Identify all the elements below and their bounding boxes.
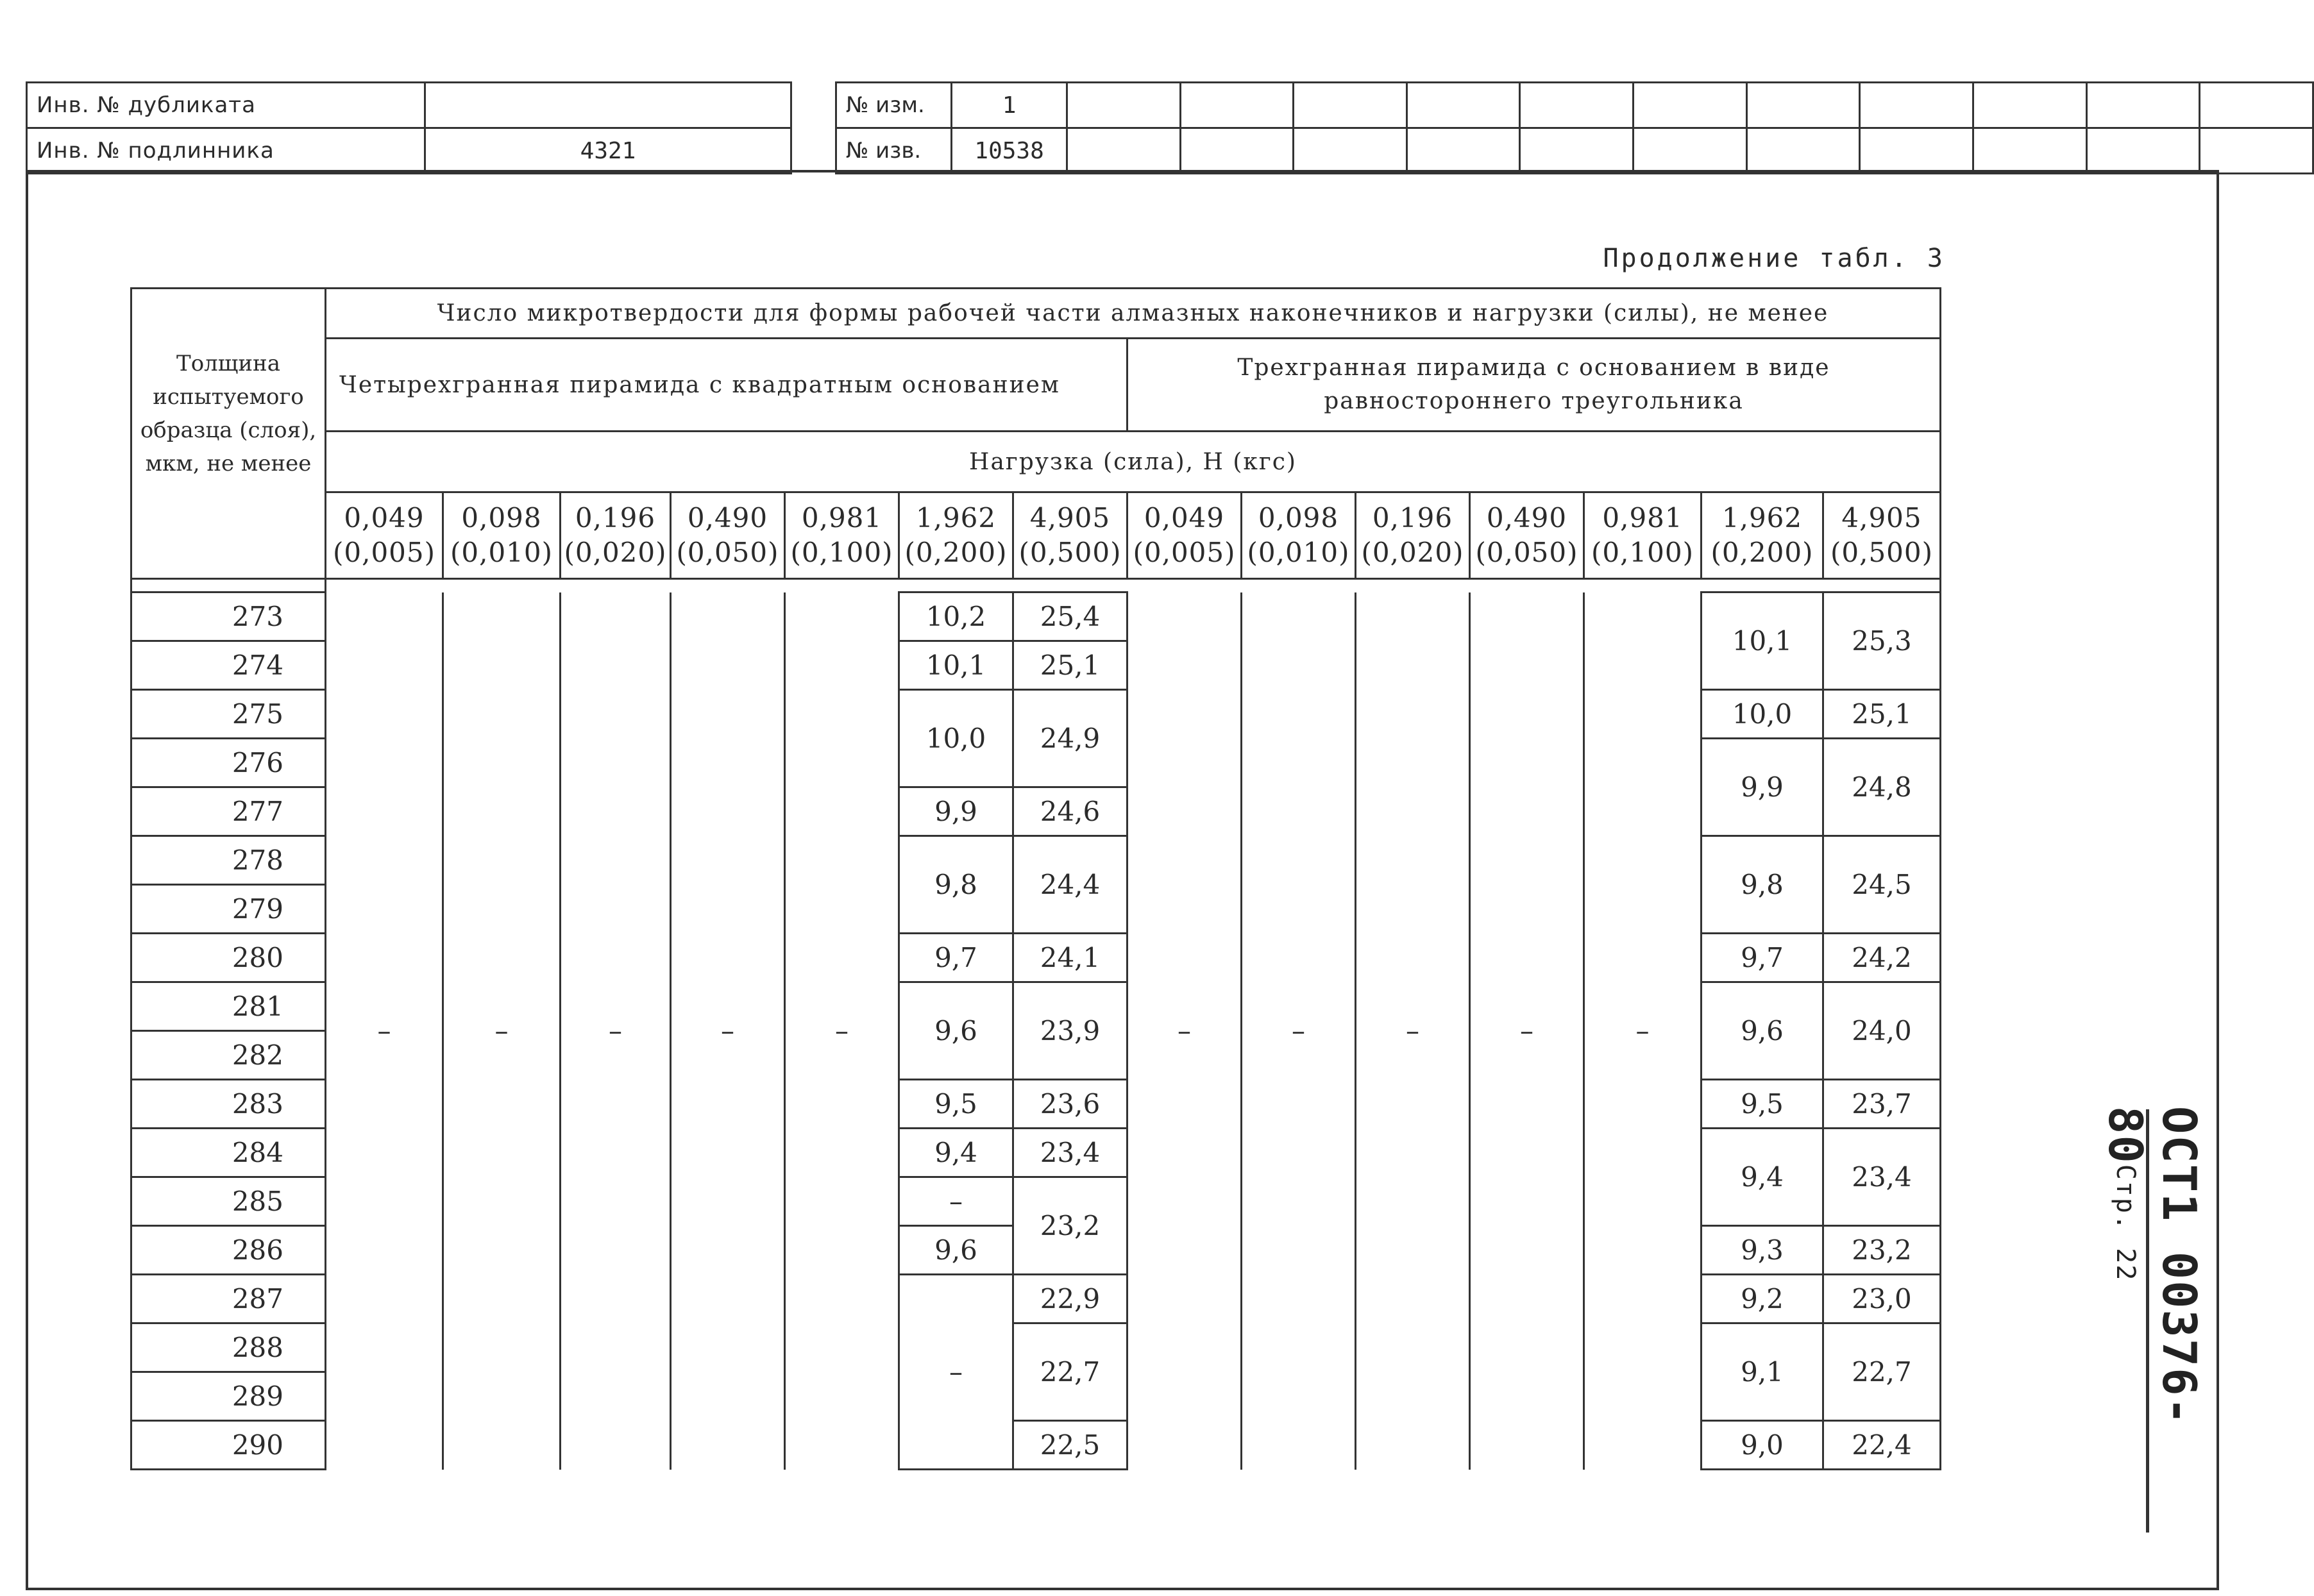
value-cell: 25,1 (1823, 690, 1941, 739)
load-kgf: (0,500) (1830, 537, 1933, 568)
value-cell: 23,9 (1013, 982, 1127, 1080)
load-newton: 0,490 (687, 502, 768, 533)
load-cell (899, 492, 1013, 579)
load-row (131, 492, 1941, 579)
dash-cell: – (561, 592, 671, 1470)
value-cell: 9,4 (899, 1129, 1013, 1177)
dash-cell: – (443, 592, 561, 1470)
value-cell: 10,2 (899, 592, 1013, 641)
value-cell: 22,9 (1013, 1275, 1127, 1323)
value-cell: 10,0 (899, 690, 1013, 787)
load-newton: 0,049 (344, 502, 425, 533)
dash-cell: – (1584, 592, 1702, 1470)
load-newton: 4,905 (1029, 502, 1111, 533)
stamp-value: 10538 (952, 128, 1067, 174)
value-cell: 25,1 (1013, 641, 1127, 690)
value-cell: – (899, 1275, 1013, 1470)
thickness-cell: 281 (131, 982, 326, 1031)
thickness-cell: 285 (131, 1177, 326, 1226)
table-caption: Продолжение табл. 3 (1603, 244, 1945, 273)
thickness-cell: 286 (131, 1226, 326, 1275)
load-header: Нагрузка (сила), Н (кгс) (326, 432, 1941, 492)
value-cell: 9,8 (1702, 836, 1823, 934)
load-kgf: (0,020) (564, 537, 667, 568)
value-cell: 9,7 (1702, 934, 1823, 982)
value-cell: 24,9 (1013, 690, 1127, 787)
load-kgf: (0,010) (450, 537, 553, 568)
load-newton: 1,962 (915, 502, 997, 533)
value-cell: 23,6 (1013, 1080, 1127, 1129)
thickness-cell: 277 (131, 787, 326, 836)
load-kgf: (0,200) (904, 537, 1008, 568)
load-newton: 0,098 (461, 502, 542, 533)
stamp-label: Инв. № подлинника (27, 128, 425, 174)
value-cell: 9,8 (899, 836, 1013, 934)
thickness-header: Толщина испытуемого образца (слоя), мкм, не менее (131, 289, 326, 579)
value-cell: 9,1 (1702, 1323, 1823, 1421)
thickness-cell: 290 (131, 1421, 326, 1470)
value-cell: 9,2 (1702, 1275, 1823, 1323)
value-cell: 23,2 (1823, 1226, 1941, 1275)
thickness-cell: 289 (131, 1372, 326, 1421)
value-cell: 24,6 (1013, 787, 1127, 836)
dash-cell: – (785, 592, 899, 1470)
stamp-label: Инв. № дубликата (27, 83, 425, 128)
group2-header: Трехгранная пирамида с основанием в виде равностороннего треугольника (1127, 339, 1941, 432)
load-newton: 0,981 (1602, 502, 1683, 533)
thickness-cell: 283 (131, 1080, 326, 1129)
value-cell: 23,4 (1013, 1129, 1127, 1177)
load-cell (1823, 492, 1941, 579)
thickness-cell: 282 (131, 1031, 326, 1080)
load-cell (1702, 492, 1823, 579)
value-cell: 22,5 (1013, 1421, 1127, 1470)
stamp-value: 1 (952, 83, 1067, 128)
value-cell: 9,4 (1702, 1129, 1823, 1226)
stamp-right (835, 81, 2314, 174)
thickness-cell: 273 (131, 592, 326, 641)
value-cell: 24,1 (1013, 934, 1127, 982)
value-cell: 22,7 (1823, 1323, 1941, 1421)
value-cell: 23,2 (1013, 1177, 1127, 1275)
thickness-cell: 287 (131, 1275, 326, 1323)
load-cell (561, 492, 671, 579)
load-cell (326, 492, 443, 579)
load-cell (1584, 492, 1702, 579)
value-cell: 9,0 (1702, 1421, 1823, 1470)
load-cell (1127, 492, 1242, 579)
load-kgf: (0,050) (676, 537, 779, 568)
group1-header: Четырехгранная пирамида с квадратным основанием (326, 339, 1127, 432)
load-newton: 0,490 (1486, 502, 1567, 533)
page-number: Стр. 22 (2111, 1164, 2140, 1282)
stamp-label: № изв. (836, 128, 952, 174)
stamp-label: № изм. (836, 83, 952, 128)
dash-cell: – (1127, 592, 1242, 1470)
value-cell: 23,4 (1823, 1129, 1941, 1226)
load-newton: 0,098 (1258, 502, 1339, 533)
load-cell (1356, 492, 1470, 579)
value-cell: 10,1 (1702, 592, 1823, 690)
document-code (2099, 1106, 2206, 1529)
stamp-value: 4321 (425, 128, 791, 174)
value-cell: 24,0 (1823, 982, 1941, 1080)
value-cell: 10,1 (899, 641, 1013, 690)
dash-cell: – (671, 592, 785, 1470)
load-newton: 4,905 (1841, 502, 1922, 533)
load-newton: 1,962 (1721, 502, 1803, 533)
dash-cell: – (1356, 592, 1470, 1470)
value-cell: 9,9 (1702, 739, 1823, 836)
load-cell (785, 492, 899, 579)
thickness-cell: 278 (131, 836, 326, 885)
thickness-cell: 279 (131, 885, 326, 934)
thickness-cell: 284 (131, 1129, 326, 1177)
value-cell: 9,7 (899, 934, 1013, 982)
load-kgf: (0,200) (1710, 537, 1814, 568)
value-cell: 9,6 (1702, 982, 1823, 1080)
load-kgf: (0,100) (790, 537, 893, 568)
value-cell: 24,5 (1823, 836, 1941, 934)
load-cell (443, 492, 561, 579)
hardness-table (130, 287, 1941, 1470)
load-kgf: (0,020) (1361, 537, 1464, 568)
value-cell: – (899, 1177, 1013, 1226)
load-newton: 0,981 (801, 502, 883, 533)
load-cell (1470, 492, 1584, 579)
value-cell: 24,2 (1823, 934, 1941, 982)
value-cell: 9,5 (899, 1080, 1013, 1129)
value-cell: 25,3 (1823, 592, 1941, 690)
thickness-cell: 276 (131, 739, 326, 787)
stamp-left (26, 81, 792, 174)
value-cell: 22,7 (1013, 1323, 1127, 1421)
value-cell: 9,6 (899, 1226, 1013, 1275)
value-cell: 9,5 (1702, 1080, 1823, 1129)
thickness-cell: 280 (131, 934, 326, 982)
load-cell (1013, 492, 1127, 579)
load-kgf: (0,005) (332, 537, 435, 568)
thickness-cell: 275 (131, 690, 326, 739)
load-kgf: (0,005) (1133, 537, 1236, 568)
load-newton: 0,196 (575, 502, 656, 533)
main-header: Число микротвердости для формы рабочей части алмазных наконечников и нагрузки (силы), не менее (326, 289, 1941, 339)
value-cell: 24,8 (1823, 739, 1941, 836)
value-cell: 10,0 (1702, 690, 1823, 739)
load-cell (1242, 492, 1356, 579)
value-cell: 9,9 (899, 787, 1013, 836)
value-cell: 25,4 (1013, 592, 1127, 641)
load-cell (671, 492, 785, 579)
dash-cell: – (1470, 592, 1584, 1470)
thickness-cell: 288 (131, 1323, 326, 1372)
value-cell: 23,7 (1823, 1080, 1941, 1129)
stamp-value (425, 83, 791, 128)
value-cell: 22,4 (1823, 1421, 1941, 1470)
value-cell: 9,6 (899, 982, 1013, 1080)
load-kgf: (0,010) (1247, 537, 1350, 568)
value-cell: 9,3 (1702, 1226, 1823, 1275)
dash-cell: – (1242, 592, 1356, 1470)
load-kgf: (0,050) (1475, 537, 1578, 568)
standard-code: ОСТ1 00376-80 (2099, 1106, 2206, 1426)
thickness-cell: 274 (131, 641, 326, 690)
load-kgf: (0,100) (1591, 537, 1694, 568)
load-kgf: (0,500) (1018, 537, 1122, 568)
load-newton: 0,196 (1372, 502, 1453, 533)
dash-cell: – (326, 592, 443, 1470)
value-cell: 24,4 (1013, 836, 1127, 934)
value-cell: 23,0 (1823, 1275, 1941, 1323)
load-newton: 0,049 (1144, 502, 1225, 533)
